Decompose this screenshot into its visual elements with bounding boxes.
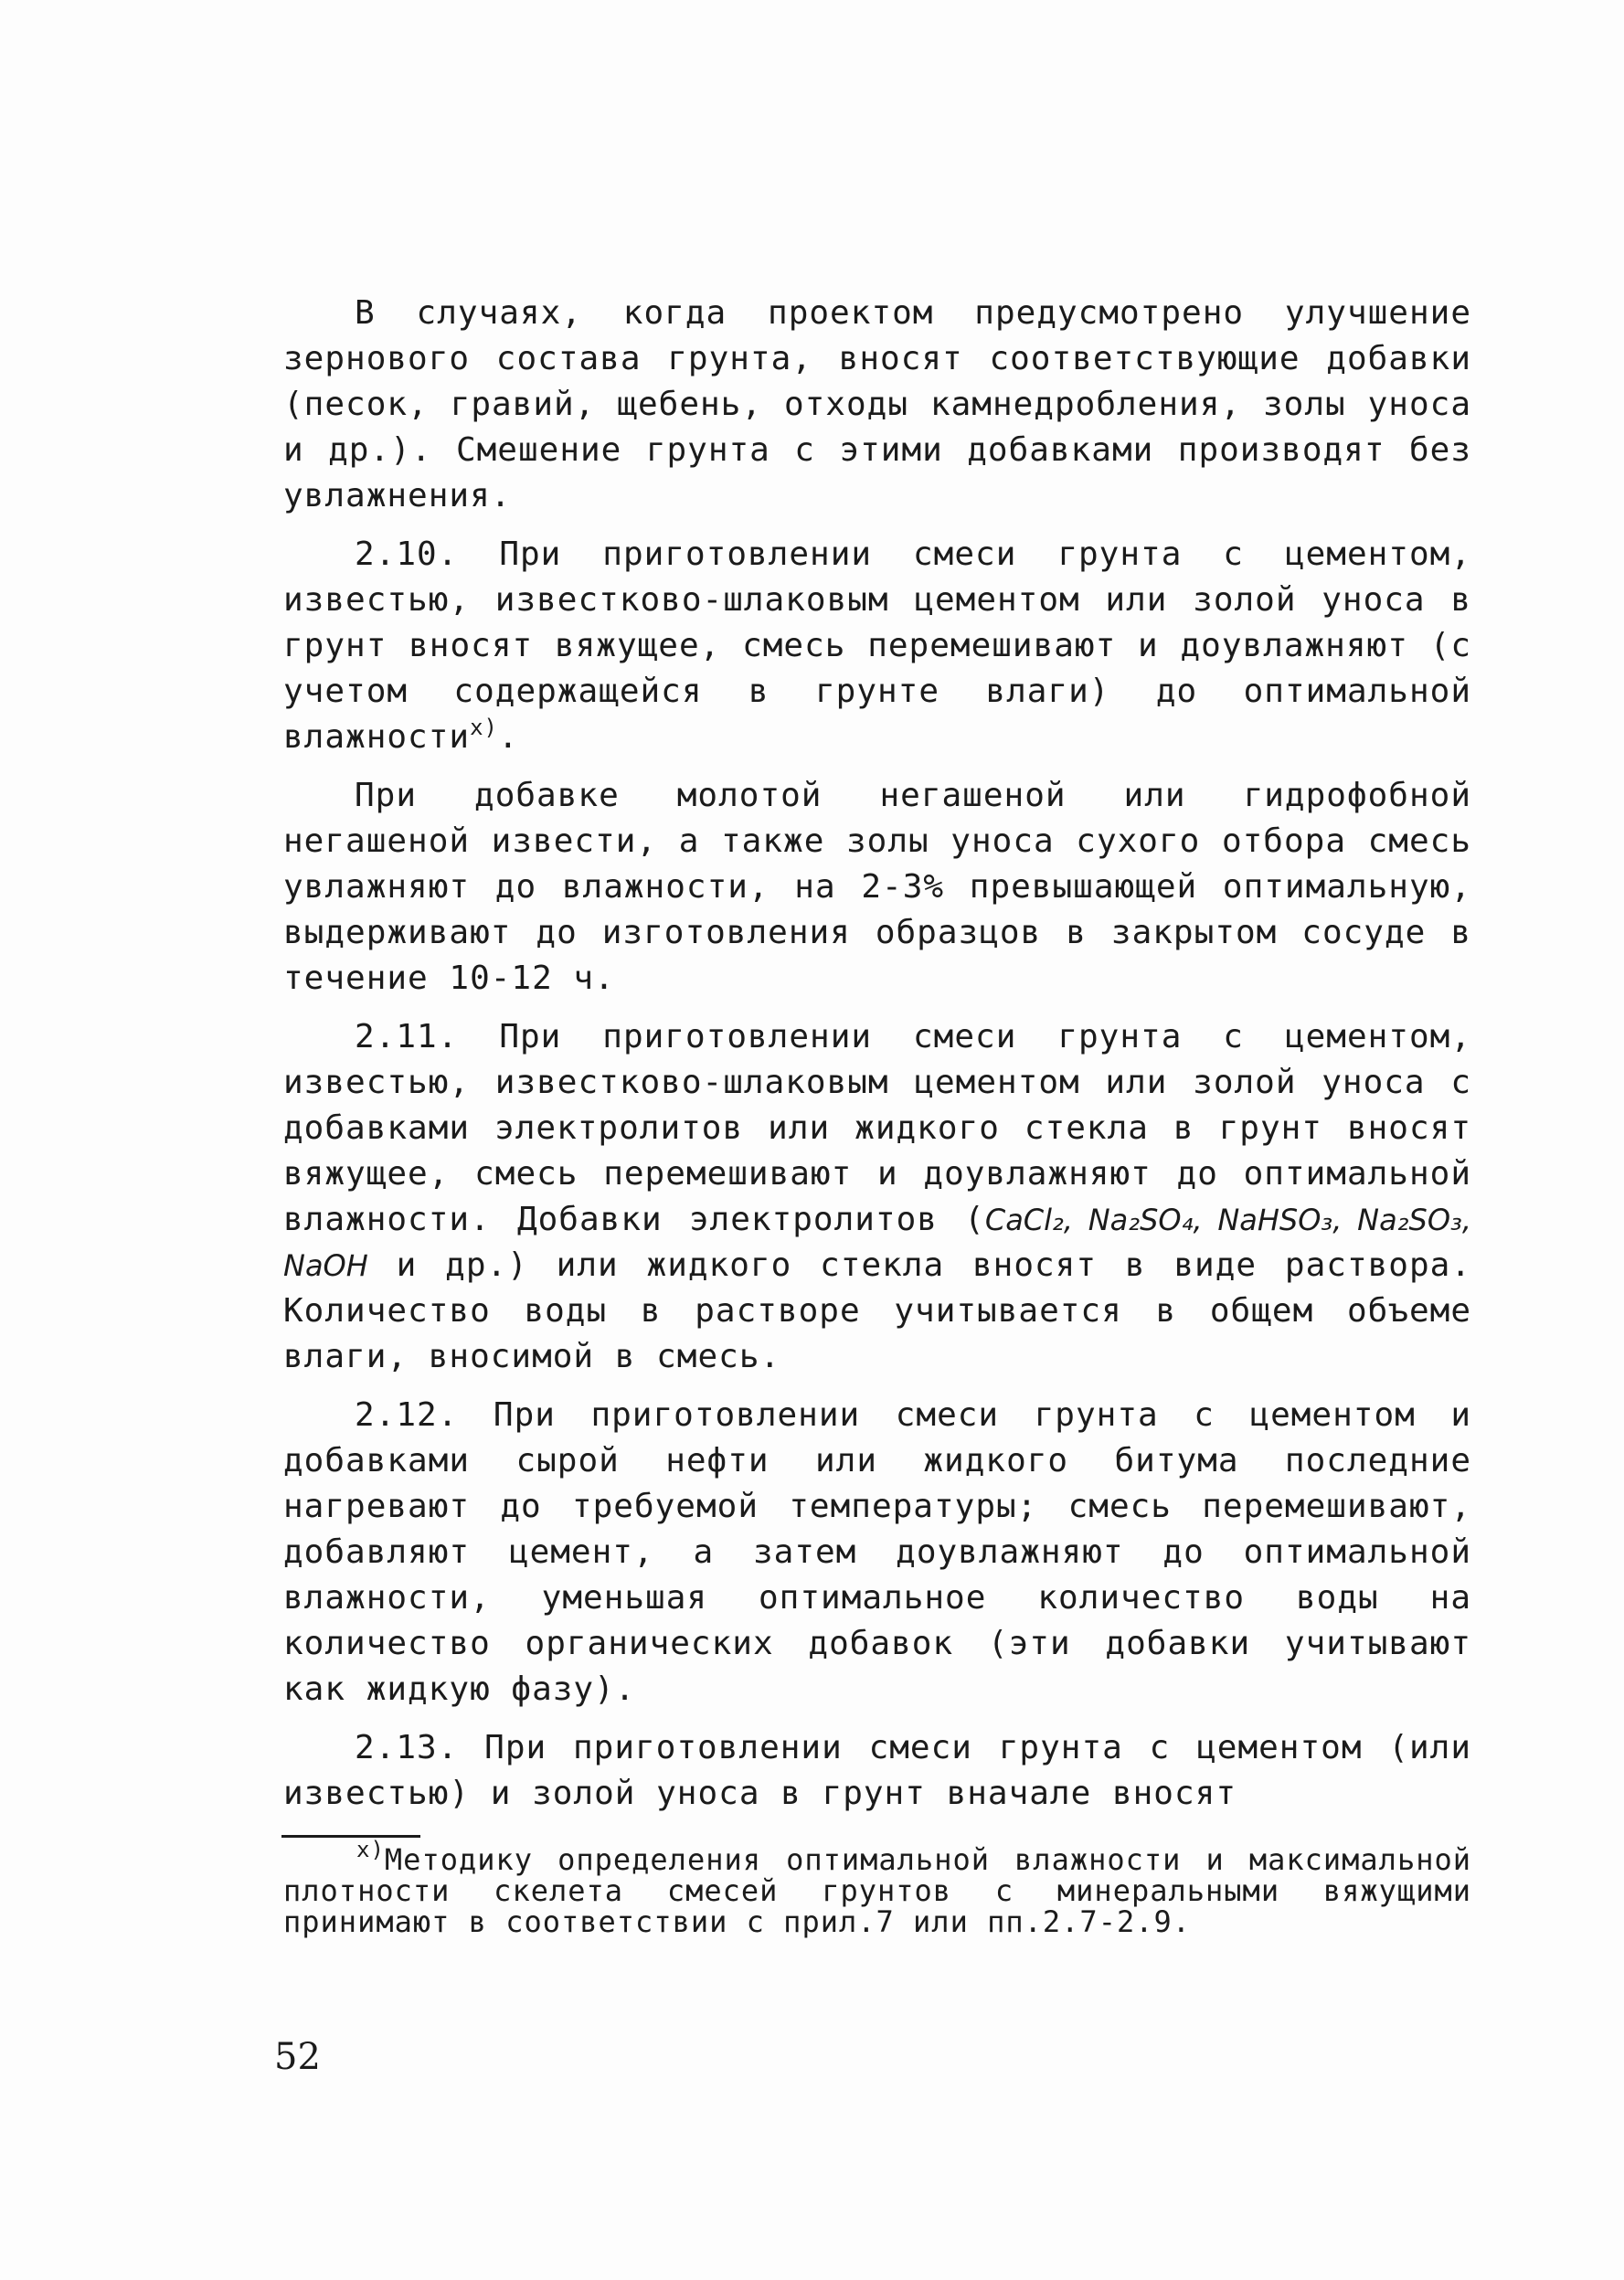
electrolyte-formulas: CaCl₂, Na₂SO₄, NaHSO₃, Na₂SO₃, NaOH [283, 1203, 1471, 1283]
paragraph-2-11 [283, 1014, 1471, 1380]
paragraph-2-13: 2.13. При приготовлении смеси грунта с цементом (или известью) и золой уноса в грунт вначале вносят [283, 1729, 1471, 1812]
footnote [283, 1837, 1471, 1939]
paragraph-intro: В случаях, когда проектом предусмотрено улучшение зернового состава грунта, вносят соответствующие добавки (песок, гравий, щебень, отходы камнедробления, золы уноса и др.). Смешение грунта с этими добавками производят без увлажнения. [283, 294, 1471, 514]
paragraph-2-10 [283, 532, 1471, 760]
paragraph-lime-addition: При добавке молотой негашеной или гидрофобной негашеной извести, а также золы уноса сухого отбора смесь увлажняют до влажности, на 2-3% превышающей оптимальную, выдерживают до изготовления образцов в закрытом сосуде в течение 10-12 ч. [283, 777, 1471, 997]
footnote-marker: х) [356, 1837, 385, 1862]
footnote-text: Методику определения оптимальной влажности и максимальной плотности скелета смесей грунтов с минеральными вяжущими принимают в соответствии с прил.7 или пп.2.7-2.9. [283, 1842, 1471, 1939]
footnote-reference[interactable]: х) [470, 715, 498, 740]
paragraph-2-10-text: 2.10. При приготовлении смеси грунта с цементом, известью, известково-шлаковым цементом или золой уноса в грунт вносят вяжущее, смесь перемешивают и доувлажняют (с учетом содержащейся в грунте влаги) до оптимальной влажности [283, 536, 1471, 756]
footnote-divider [281, 1835, 420, 1838]
page-number: 52 [274, 2036, 321, 2078]
footnote-paragraph [283, 1837, 1471, 1939]
paragraph-2-11-text: 2.11. При приготовлении смеси грунта с цементом, известью, известково-шлаковым цементом или золой уноса с добавками электролитов или жидкого стекла в грунт вносят вяжущее, смесь перемешивают и доувлажняют до оптимальной влажности. Добавки электролитов ( [283, 1018, 1471, 1238]
paragraph-2-10-end: . [497, 718, 519, 756]
body-text [283, 291, 1471, 1829]
paragraph-2-12: 2.12. При приготовлении смеси грунта с цементом и добавками сырой нефти или жидкого битума последние нагревают до требуемой температуры; смесь перемешивают, добавляют цемент, а затем доувлажняют до оптимальной влажности, уменьшая оптимальное количество воды на количество органических добавок (эти добавки учитывают как жидкую фазу). [283, 1396, 1471, 1708]
paragraph-2-11-tail: и др.) или жидкого стекла вносят в виде раствора. Количество воды в растворе учитывается в общем объеме влаги, вносимой в смесь. [283, 1246, 1471, 1375]
